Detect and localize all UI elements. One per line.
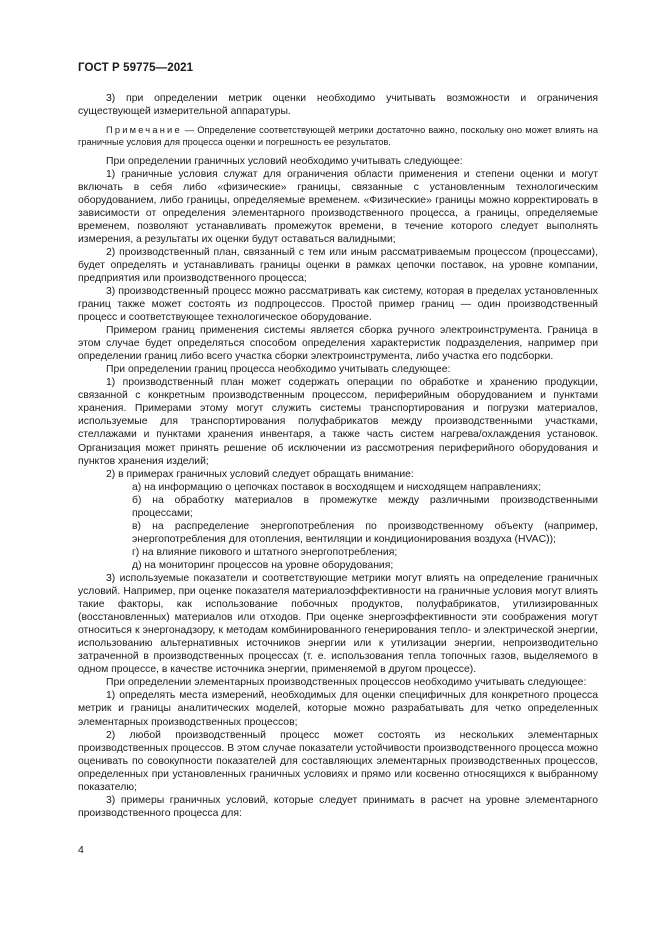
paragraph: При определении граничных условий необходимо учитывать следующее: xyxy=(106,155,463,167)
page-number: 4 xyxy=(78,844,84,856)
list-item: в) на распределение энергопотребления по производственному объекту (например, энергопотребления для отопления, вентиляции и кондиционирования воздуха (HVAC)); xyxy=(132,520,598,545)
paragraph: 2) в примерах граничных условий следует обращать внимание: xyxy=(106,468,414,480)
list-item: б) на обработку материалов в промежутке между различными производственными процессами; xyxy=(132,494,598,519)
paragraph: 1) граничные условия служат для ограничения области применения и степени оценки и могут включать в себя либо «физические» границы, связанные с установленным технологическим оборудованием, либо границы, определяемые временем. «Физические» границы можно корректировать в зависимости от определения элементарного производственного процесса, а границы, определяемые временем, позволяют устанавливать промежуток времени, в течение которого следует выполнять измерения, а результаты их оценки будут оставаться валидными; xyxy=(78,168,598,245)
list-item: г) на влияние пикового и штатного энергопотребления; xyxy=(132,546,398,558)
paragraph: 1) определять места измерений, необходимых для оценки специфичных для конкретного процесса метрик и границы аналитических моделей, которые можно разрабатывать для четко определенных элементарных производственных процессов; xyxy=(78,690,598,728)
paragraph: 3) примеры граничных условий, которые следует принимать в расчет на уровне элементарного производственного процесса для: xyxy=(78,794,598,819)
standard-header: ГОСТ Р 59775—2021 xyxy=(78,62,194,74)
note-label: Примечание xyxy=(106,125,182,136)
paragraph: 3) производственный процесс можно рассматривать как систему, которая в пределах установленных границ также может состоять из подпроцессов. Простой пример границ — один производственный процесс и соответствующее технологическое оборудование. xyxy=(78,285,598,324)
paragraph: 2) производственный план, связанный с тем или иным рассматриваемым процессом (процессами), будет определять и устанавливать границы оценки в рамках цепочки поставок, на уровне компании, предприятия или производственного процесса; xyxy=(78,246,598,284)
note xyxy=(78,124,598,148)
list-item: а) на информацию о цепочках поставок в восходящем и нисходящем направлениях; xyxy=(132,481,542,493)
document-body xyxy=(78,92,598,820)
list-item: д) на мониторинг процессов на уровне оборудования; xyxy=(132,559,394,571)
paragraph: 2) любой производственный процесс может состоять из нескольких элементарных производственных процессов. В этом случае показатели устойчивости производственного процесса можно оценивать по совокупности показателей для составляющих элементарных производственных процессов, определенных при установленных граничных условиях и прямо или косвенно относящихся к выбранному показателю; xyxy=(78,729,599,793)
paragraph: 3) используемые показатели и соответствующие метрики могут влиять на определение граничных условий. Например, при оценке показателя материалоэффективности на граничные условия могут влиять такие факторы, как использование побочных продуктов, полуфабрикатов, утилизированных (восстановленных) материалов или отходов. При оценке энергоэффективности эти соображения могут относиться к энергонадзору, к методам комбинированного генерирования тепло- и электрической энергии, использованию альтернативных источников энергии или к утилизации энергии, непроизводительно затраченной в производственных процессах (т. е. использования тепла топочных газов, выделяемого в одном процессе, в качестве источника энергии, применяемой в другом процессе). xyxy=(78,573,598,676)
note-text: — Определение соответствующей метрики достаточно важно, поскольку оно может влиять на граничные условия для процесса оценки и погрешность ее результатов. xyxy=(78,125,598,148)
paragraph: 1) производственный план может содержать операции по обработке и хранению продукции, связанной с конкретным производственным процессом, периферийным оборудованием и пунктами хранения. Примерами этому могут служить системы транспортирования и погрузки материалов, используемые для транспортирования полуфабрикатов между производственными участками, стеллажами и пунктами хранения инвентаря, а также часть систем нагрева/охлаждения установок. Организация может принять решение об исключении из рассмотрения периферийного оборудования и пунктов хранения изделий; xyxy=(78,377,598,467)
paragraph: 3) при определении метрик оценки необходимо учитывать возможности и ограничения существующей измерительной аппаратуры. xyxy=(78,93,598,118)
paragraph: Примером границ применения системы является сборка ручного электроинструмента. Граница в этом случае будет определяться способом определения характеристик подразделения, например при определении границ либо всего участка сборки электроинструмента, либо участка его подсборки. xyxy=(78,325,598,363)
paragraph: При определении границ процесса необходимо учитывать следующее: xyxy=(106,364,451,376)
paragraph: При определении элементарных производственных процессов необходимо учитывать следующее: xyxy=(106,677,587,689)
